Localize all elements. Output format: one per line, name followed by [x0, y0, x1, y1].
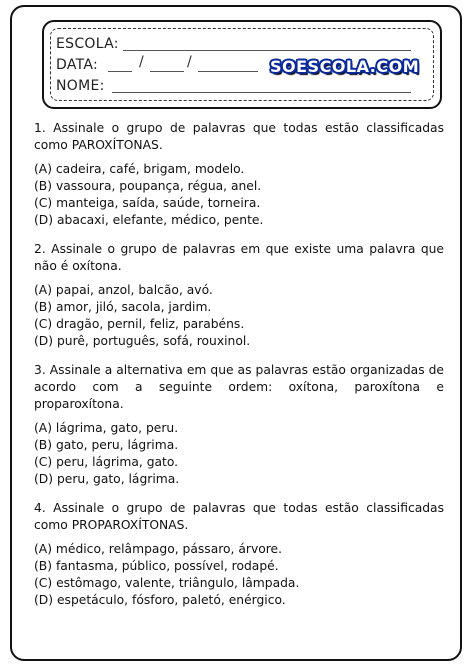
answer-option-b[interactable]: (B) fantasma, público, possível, rodapé.: [34, 559, 279, 573]
answer-option-a[interactable]: (A) lágrima, gato, peru.: [34, 421, 179, 435]
answer-option-d[interactable]: (D) abacaxi, elefante, médico, pente.: [34, 213, 264, 227]
answer-option-d[interactable]: (D) espetáculo, fósforo, paletó, enérgico.: [34, 593, 286, 607]
questions-list: [34, 120, 444, 621]
question-stem: 4. Assinale o grupo de palavras que todas estão classificadas como PROPAROXÍTONAS.: [34, 501, 444, 532]
question-stem: 2. Assinale o grupo de palavras em que existe uma palavra que não é oxítona.: [34, 242, 444, 273]
answer-option-d[interactable]: (D) peru, gato, lágrima.: [34, 472, 180, 486]
answer-option-c[interactable]: (C) manteiga, saída, saúde, torneira.: [34, 196, 261, 210]
school-label: ESCOLA:: [56, 36, 119, 52]
question-3: [34, 362, 444, 488]
question-stem: 1. Assinale o grupo de palavras que todas estão classificadas como PAROXÍTONAS.: [34, 121, 444, 152]
date-label: DATA:: [56, 57, 99, 73]
name-label: NOME:: [56, 78, 105, 94]
name-line: [112, 92, 411, 93]
answer-option-b[interactable]: (B) gato, peru, lágrima.: [34, 438, 179, 452]
date-year-line: [198, 71, 258, 72]
question-4: [34, 500, 444, 609]
answer-option-c[interactable]: (C) peru, lágrima, gato.: [34, 455, 179, 469]
soescola-logo: SOESCOLA.COM: [270, 57, 420, 76]
answer-option-a[interactable]: (A) médico, relâmpago, pássaro, árvore.: [34, 542, 283, 556]
answer-option-c[interactable]: (C) dragão, pernil, feliz, parabéns.: [34, 317, 245, 331]
answer-option-c[interactable]: (C) estômago, valente, triângulo, lâmpada.: [34, 576, 300, 590]
date-day-line: [108, 71, 132, 72]
answer-option-b[interactable]: (B) amor, jiló, sacola, jardim.: [34, 300, 212, 314]
question-1: [34, 120, 444, 229]
question-2: [34, 241, 444, 350]
question-stem: 3. Assinale a alternativa em que as palavras estão organizadas de acordo com a seguinte ordem: oxítona, paroxítona e proparoxítona.: [34, 363, 444, 411]
answer-option-d[interactable]: (D) purê, português, sofá, rouxinol.: [34, 334, 251, 348]
school-line: [123, 50, 411, 51]
date-separator-1: /: [139, 54, 144, 70]
answer-option-a[interactable]: (A) cadeira, café, brigam, modelo.: [34, 162, 245, 176]
answer-option-b[interactable]: (B) vassoura, poupança, régua, anel.: [34, 179, 262, 193]
date-month-line: [150, 71, 184, 72]
answer-option-a[interactable]: (A) papai, anzol, balcão, avó.: [34, 283, 213, 297]
date-separator-2: /: [187, 54, 192, 70]
